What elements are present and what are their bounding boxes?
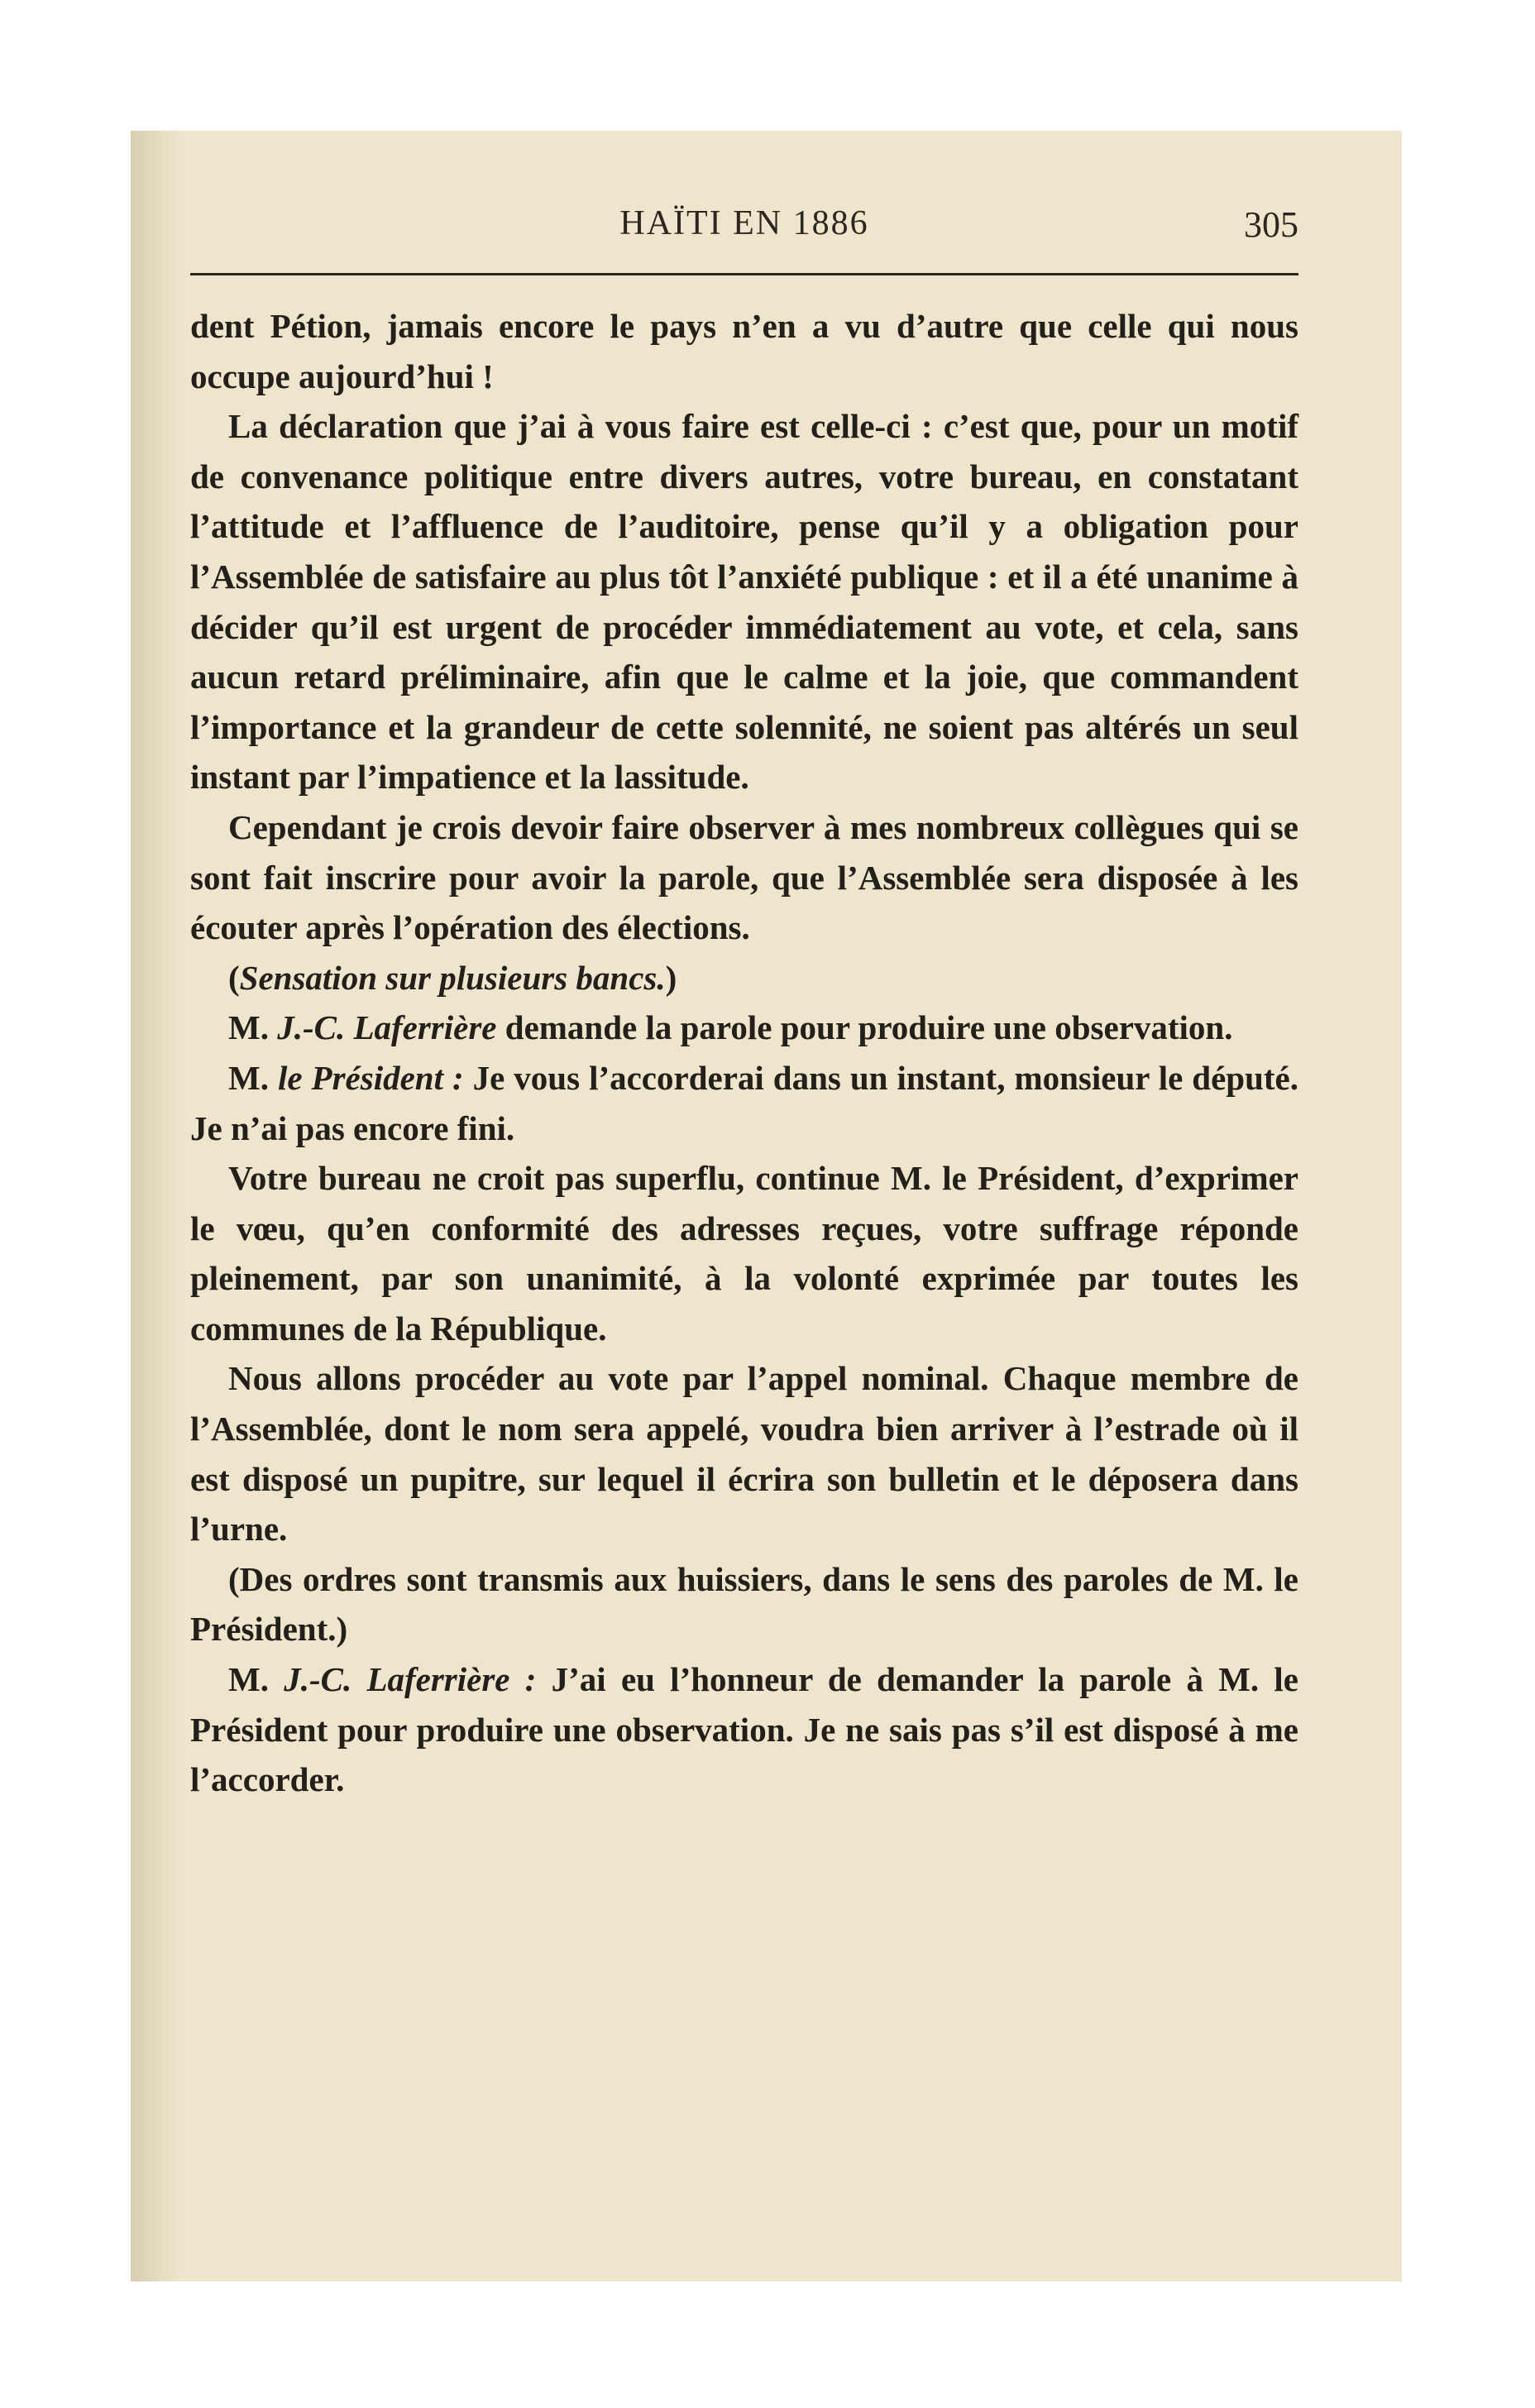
text-run: M.: [228, 1660, 285, 1699]
paragraph: [190, 1554, 1298, 1654]
text-run: dent Pétion, jamais encore le pays n’en a vu d’autre que celle qui nous occupe aujourd’hui !: [190, 307, 1298, 395]
running-title: HAÏTI EN 1886: [619, 204, 869, 242]
book-page: [131, 131, 1402, 2281]
header-rule: [190, 273, 1298, 275]
text-run: M.: [228, 1008, 278, 1047]
running-head: [190, 203, 1298, 253]
text-run: ): [665, 958, 677, 997]
text-run: J’ai eu l’honneur de demander la parole à M. le Président pour produire une observation. Je ne sais pas s’il est disposé à me l’accorder.: [190, 1660, 1298, 1799]
paragraph: [190, 401, 1298, 802]
page-number: 305: [1244, 204, 1298, 245]
italic-text: J.-C. Laferrière: [277, 1008, 497, 1047]
paragraph: [190, 301, 1298, 401]
paragraph: [190, 802, 1298, 953]
paragraph: [190, 1153, 1298, 1353]
italic-text: le Président :: [277, 1058, 464, 1097]
paragraph: [190, 1003, 1298, 1053]
paragraph: [190, 1353, 1298, 1553]
text-run: demande la parole pour produire une observation.: [496, 1008, 1233, 1047]
text-run: Nous allons procéder au vote par l’appel nominal. Chaque membre de l’Assemblée, dont le nom sera appelé, voudra bien arriver à l’estrade où il est disposé un pupitre, sur lequel il écrira son bulletin et le déposera dans l’urne.: [190, 1359, 1298, 1549]
text-run: (Des ordres sont transmis aux huissiers, dans le sens des paroles de M. le Président.): [190, 1559, 1298, 1649]
text-run: Cependant je crois devoir faire observer à mes nombreux collègues qui se sont fait inscrire pour avoir la parole, que l’Assemblée sera disposée à les écouter après l’opération des élections.: [190, 807, 1298, 947]
paragraph: [190, 953, 1298, 1003]
text-run: (: [228, 958, 240, 997]
text-run: Votre bureau ne croit pas superflu, continue M. le Président, d’exprimer le vœu, qu’en conformité des adresses reçues, votre suffrage réponde pleinement, par son unanimité, à la volonté exprimée par toutes les communes de la République.: [190, 1159, 1298, 1348]
body-text: [190, 301, 1298, 1805]
italic-text: Sensation sur plusieurs bancs.: [239, 958, 666, 997]
text-run: La déclaration que j’ai à vous faire est celle-ci : c’est que, pour un motif de convenance politique entre divers autres, votre bureau, en constatant l’attitude et l’affluence de l’auditoire, pense qu’il y a obligation pour l’Assemblée de satisfaire au plus tôt l’anxiété publique : et il a été unanime à décider qu’il est urgent de procéder immédiatement au vote, et cela, sans aucun retard préliminaire, afin que le calme et la joie, que commandent l’importance et la grandeur de cette solennité, ne soient pas altérés un seul instant par l’impatience et la lassitude.: [190, 407, 1298, 797]
text-run: M.: [228, 1058, 278, 1097]
text-run: Je vous l’accorderai dans un instant, monsieur le député. Je n’ai pas encore fini.: [190, 1058, 1298, 1147]
italic-text: J.-C. Laferrière :: [284, 1660, 537, 1699]
paragraph: [190, 1654, 1298, 1805]
paragraph: [190, 1053, 1298, 1153]
